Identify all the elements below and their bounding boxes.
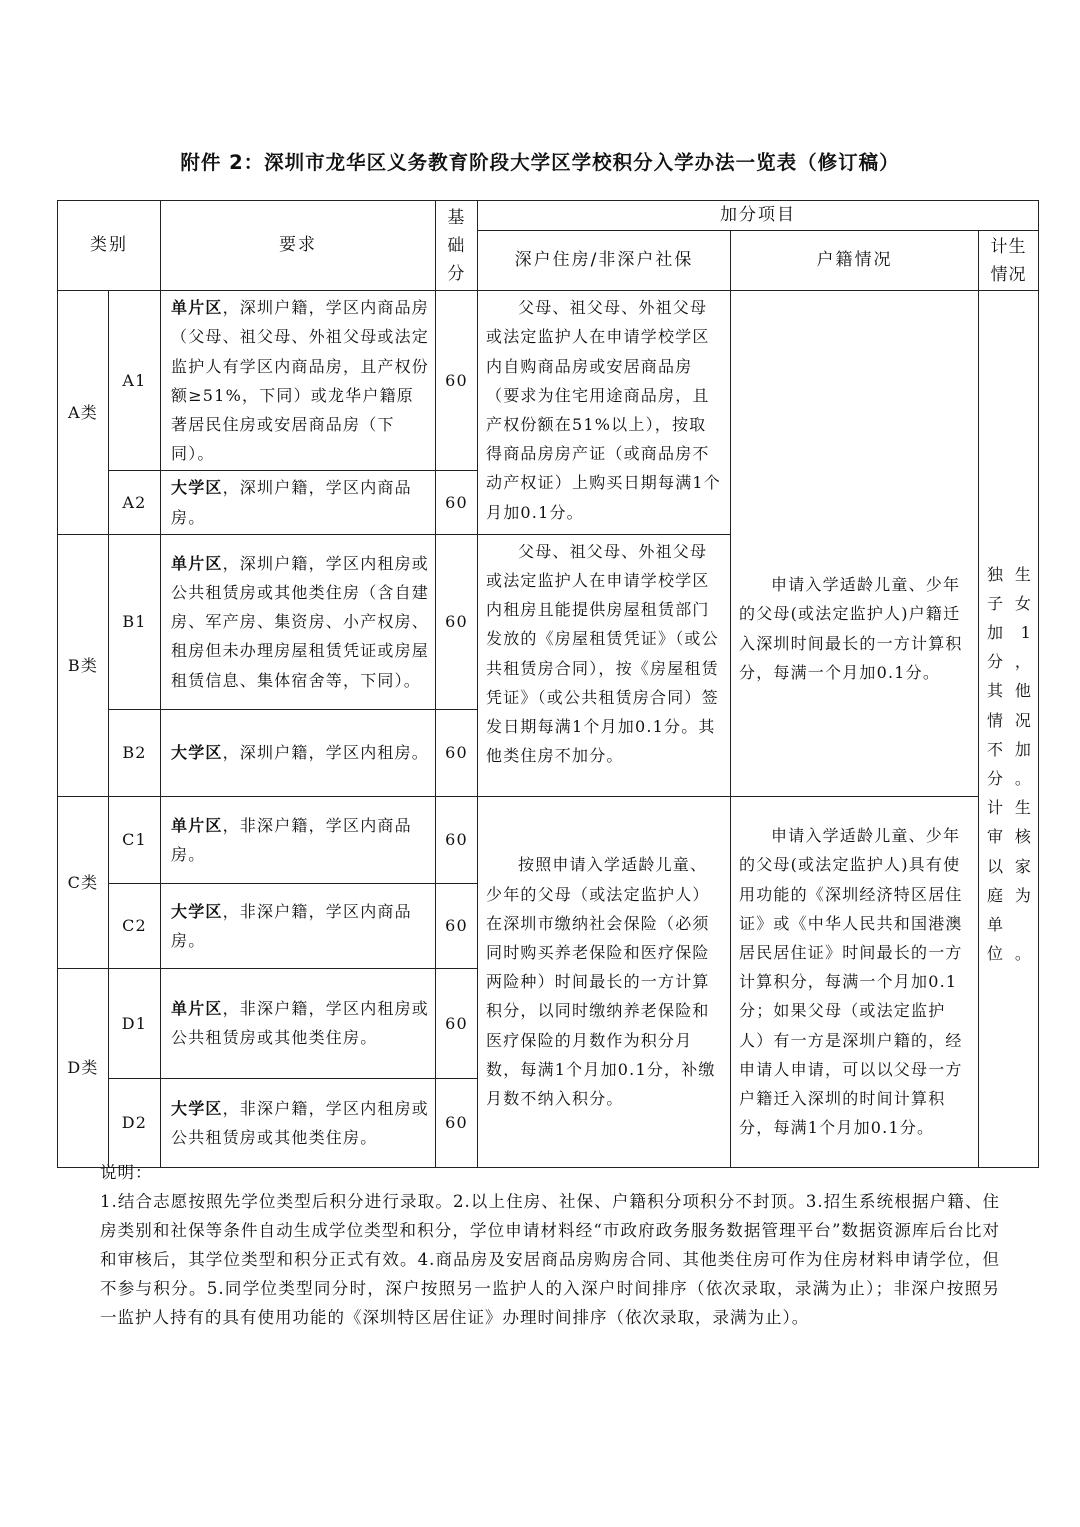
header-base-score: 基 础 分 bbox=[436, 201, 478, 291]
requirement-b1: 单片区，深圳户籍，学区内租房或公共租赁房或其他类住房（含自建房、军产房、集资房、小产权房、租房但未办理房屋租赁凭证或房屋租赁信息、集体宿舍等，下同）。 bbox=[161, 534, 436, 709]
bonus-housing-b: 父母、祖父母、外祖父母或法定监护人在申请学校学区内租房且能提供房屋租赁部门发放的《房屋租赁凭证》（或公共租赁房合同），按《房屋租赁凭证》（或公共租赁房合同）签发日期每满1个月加0.1分。其他类住房不加分。 bbox=[478, 534, 731, 796]
requirement-d2: 大学区，非深户籍，学区内租房或公共租赁房或其他类住房。 bbox=[161, 1078, 436, 1167]
base-score-c1: 60 bbox=[436, 796, 478, 883]
row-code-c1: C1 bbox=[109, 796, 161, 883]
row-code-a2: A2 bbox=[109, 471, 161, 534]
category-d: D类 bbox=[58, 968, 109, 1167]
base-score-b2: 60 bbox=[436, 709, 478, 796]
row-code-b1: B1 bbox=[109, 534, 161, 709]
base-score-d2: 60 bbox=[436, 1078, 478, 1167]
base-score-b1: 60 bbox=[436, 534, 478, 709]
bonus-housing-a: 父母、祖父母、外祖父母或法定监护人在申请学校学区内自购商品房或安居商品房（要求为住宅用途商品房，且产权份额在51%以上），按取得商品房房产证（或商品房不动产权证）上购买日期每满1个月加0.1分。 bbox=[478, 291, 731, 535]
bonus-social-security-cd: 按照申请入学适龄儿童、少年的父母（或法定监护人）在深圳市缴纳社会保险（必须同时购买养老保险和医疗保险两险种）时间最长的一方计算积分，以同时缴纳养老保险和医疗保险的月数作为积分月数，每满1个月加0.1分，补缴月数不纳入积分。 bbox=[478, 796, 731, 1167]
row-code-d2: D2 bbox=[109, 1078, 161, 1167]
row-code-a1: A1 bbox=[109, 291, 161, 471]
base-score-a2: 60 bbox=[436, 471, 478, 534]
category-c: C类 bbox=[58, 796, 109, 968]
requirement-a2: 大学区，深圳户籍，学区内商品房。 bbox=[161, 471, 436, 534]
notes bbox=[100, 1158, 1000, 1332]
notes-body: 1.结合志愿按照先学位类型后积分进行录取。2.以上住房、社保、户籍积分项积分不封顶。3.招生系统根据户籍、住房类别和社保等条件自动生成学位类型和积分，学位申请材料经“市政府政务服务数据管理平台”数据资源库后台比对和审核后，其学位类型和积分正式有效。4.商品房及安居商品房购房合同、其他类住房可作为住房材料申请学位，但不参与积分。5.同学位类型同分时，深户按照另一监护人的入深户时间排序（依次录取，录满为止）；非深户按照另一监护人持有的具有使用功能的《深圳特区居住证》办理时间排序（依次录取，录满为止）。 bbox=[100, 1192, 1000, 1327]
bonus-huji-cd: 申请入学适龄儿童、少年的父母(或法定监护人)具有使用功能的《深圳经济特区居住证》或《中华人民共和国港澳居民居住证》时间最长的一方计算积分，每满一个月加0.1分；如果父母（或法定监护人）有一方是深圳户籍的，经申请人申请，可以以父母一方户籍迁入深圳的时间计算积分，每满1个月加0.1分。 bbox=[731, 796, 979, 1167]
bonus-huji-ab: 申请入学适龄儿童、少年的父母(或法定监护人)户籍迁入深圳时间最长的一方计算积分，每满一个月加0.1分。 bbox=[731, 291, 979, 797]
bonus-family-planning: 独生子女加1分，其他情况不加分。计生审核以家庭为单位。 bbox=[979, 291, 1039, 1168]
header-huji: 户籍情况 bbox=[731, 231, 979, 291]
header-bonus: 加分项目 bbox=[478, 201, 1039, 231]
header-requirement: 要求 bbox=[161, 201, 436, 291]
row-code-b2: B2 bbox=[109, 709, 161, 796]
base-score-a1: 60 bbox=[436, 291, 478, 471]
base-score-d1: 60 bbox=[436, 968, 478, 1078]
requirement-c1: 单片区，非深户籍，学区内商品房。 bbox=[161, 796, 436, 883]
page-title: 附件 2：深圳市龙华区义务教育阶段大学区学校积分入学办法一览表（修订稿） bbox=[180, 151, 900, 174]
admission-points-table bbox=[57, 200, 1039, 1168]
header-housing: 深户住房/非深户社保 bbox=[478, 231, 731, 291]
base-score-c2: 60 bbox=[436, 883, 478, 968]
requirement-d1: 单片区，非深户籍，学区内租房或公共租赁房或其他类住房。 bbox=[161, 968, 436, 1078]
category-a: A类 bbox=[58, 291, 109, 535]
requirement-b2: 大学区，深圳户籍，学区内租房。 bbox=[161, 709, 436, 796]
requirement-c2: 大学区，非深户籍，学区内商品房。 bbox=[161, 883, 436, 968]
row-code-c2: C2 bbox=[109, 883, 161, 968]
requirement-a1: 单片区，深圳户籍，学区内商品房（父母、祖父母、外祖父母或法定监护人有学区内商品房，且产权份额≥51%，下同）或龙华户籍原著居民住房或安居商品房（下同）。 bbox=[161, 291, 436, 471]
category-b: B类 bbox=[58, 534, 109, 796]
header-family-planning: 计生 情况 bbox=[979, 231, 1039, 291]
header-category: 类别 bbox=[58, 201, 161, 291]
notes-label: 说明： bbox=[100, 1163, 153, 1182]
row-code-d1: D1 bbox=[109, 968, 161, 1078]
